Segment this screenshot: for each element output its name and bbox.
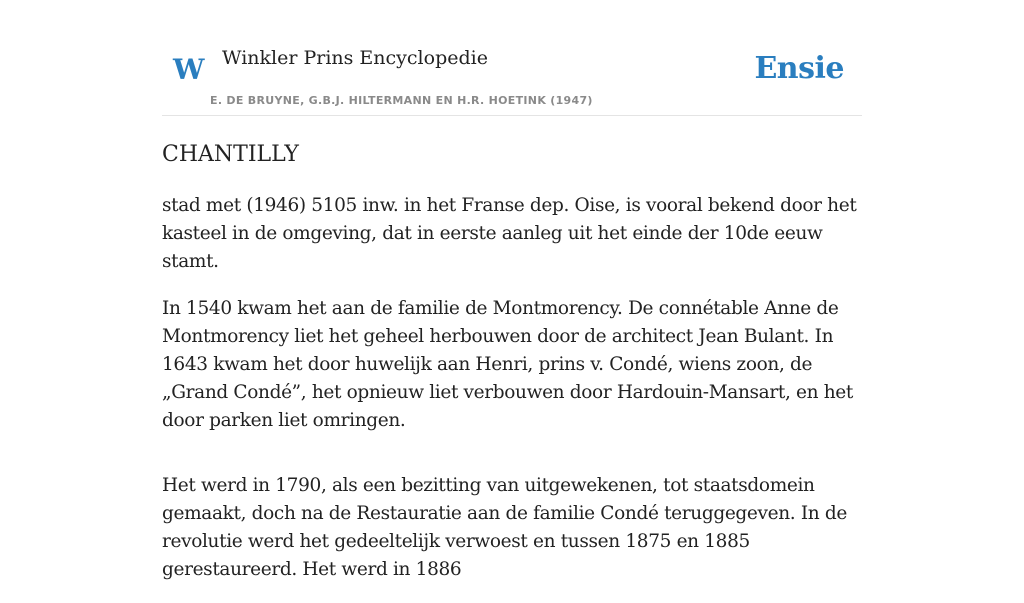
entry-body xyxy=(162,192,862,603)
page xyxy=(162,0,862,580)
publication-title-link[interactable]: Winkler Prins Encyclopedie xyxy=(222,47,488,69)
ensie-logo-link[interactable]: Ensie xyxy=(754,51,844,86)
entry-paragraph-1: stad met (1946) 5105 inw. in het Franse dep. Oise, is vooral bekend door het kasteel in de omgeving, dat in eerste aanleg uit het einde der 10de eeuw stamt. xyxy=(162,195,857,272)
entry-paragraph-2: In 1540 kwam het aan de familie de Montmorency. De connétable Anne de Montmorency liet het geheel herbouwen door de architect Jean Bulant. In 1643 kwam het door huwelijk aan Henri, prins v. Condé, wiens zoon, de „Grand Condé”, het opnieuw liet verbouwen door Hardouin-Mansart, en het door parken liet omringen. xyxy=(162,298,853,431)
entry-paragraph-3: Het werd in 1790, als een bezitting van uitgewekenen, tot staatsdomein gemaakt, doch na de Restauratie aan de familie Condé teruggegeven. In de revolutie werd het gedeeltelijk verwoest en tussen 1875 en 1885 gerestaureerd. Het werd in 1886 xyxy=(162,475,847,580)
publication-authors: E. DE BRUYNE, G.B.J. HILTERMANN EN H.R. HOETINK (1947) xyxy=(210,94,593,107)
publication-logo-icon[interactable]: W xyxy=(173,53,205,86)
site-header xyxy=(162,0,862,116)
entry-title: CHANTILLY xyxy=(162,142,299,167)
